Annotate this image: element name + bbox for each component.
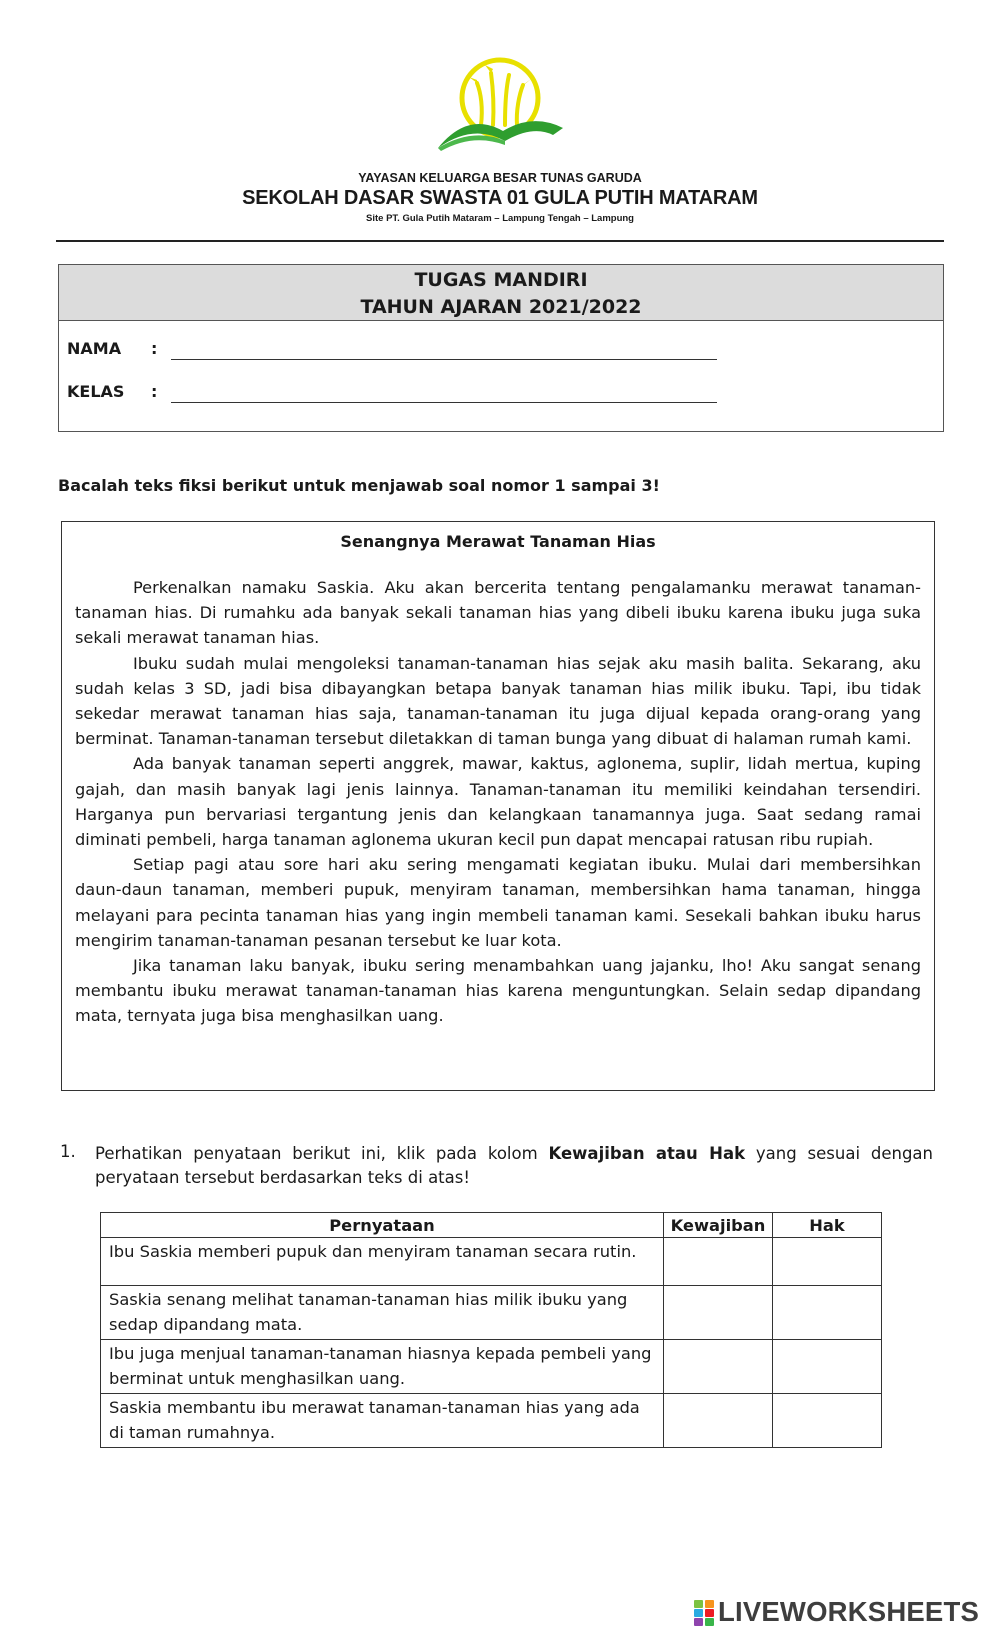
obligation-choice[interactable] [664,1340,773,1394]
story-title: Senangnya Merawat Tanaman Hias [340,532,656,551]
header-statement: Pernyataan [101,1213,664,1238]
header-obligation: Kewajiban [664,1213,773,1238]
table-row [101,1286,882,1340]
story-paragraph: Jika tanaman laku banyak, ibuku sering menambahkan uang jajanku, lho! Aku sangat senang membantu ibuku merawat tanaman-tanaman hias karena menguntungkan. Selain sedap dipandang mata, ternyata juga bisa menghasilkan uang. [75,956,921,1026]
foundation-name: YAYASAN KELUARGA BESAR TUNAS GARUDA [358,171,642,185]
answer-table [100,1212,882,1448]
table-header-row [101,1213,882,1238]
header-right: Hak [773,1213,882,1238]
reading-instruction: Bacalah teks fiksi berikut untuk menjawab soal nomor 1 sampai 3! [58,476,660,495]
question-number: 1. [60,1142,76,1161]
story-paragraph: Setiap pagi atau sore hari aku sering mengamati kegiatan ibuku. Mulai dari membersihkan daun-daun tanaman, memberi pupuk, menyiram tanaman, membersihkan hama tanaman, hingga melayani para pecinta tanaman hias yang ingin membeli tanaman kami. Sesekali bahkan ibuku harus mengirim tanaman-tanaman pesanan tersebut ke luar kota. [75,855,921,950]
question-text-after: yang sesuai dengan peryataan tersebut berdasarkan teks di atas! [95,1144,933,1187]
story-paragraph: Perkenalkan namaku Saskia. Aku akan bercerita tentang pengalamanku merawat tanaman-tanaman hias. Di rumahku ada banyak sekali tanaman hias yang dibeli ibuku karena ibuku juga suka sekali merawat tanaman hias. [75,578,921,648]
name-separator: : [151,339,158,358]
table-row [101,1238,882,1286]
obligation-choice[interactable] [664,1286,773,1340]
statement-cell: Saskia membantu ibu merawat tanaman-tanaman hias yang ada di taman rumahnya. [101,1394,664,1448]
school-logo [433,53,573,161]
right-choice[interactable] [773,1340,882,1394]
right-choice[interactable] [773,1394,882,1448]
brand-name: LIVEWORKSHEETS [718,1596,980,1627]
school-name: SEKOLAH DASAR SWASTA 01 GULA PUTIH MATARAM [242,187,758,209]
table-row [101,1394,882,1448]
statement-cell: Ibu juga menjual tanaman-tanaman hiasnya kepada pembeli yang berminat untuk menghasilkan uang. [101,1340,664,1394]
story-paragraph: Ada banyak tanaman seperti anggrek, mawar, kaktus, aglonema, suplir, lidah mertua, kuping gajah, dan masih banyak lagi jenis lainnya. Tanaman-tanaman itu memiliki keindahan tersendiri. Harganya pun bervariasi tergantung jenis dan kelangkaan tanamannya juga. Saat sedang ramai diminati pembeli, harga tanaman aglonema ukuran kecil pun dapat mencapai ratusan ribu rupiah. [75,754,921,850]
story-paragraph: Ibuku sudah mulai mengoleksi tanaman-tanaman hias sejak aku masih balita. Sekarang, aku sudah kelas 3 SD, jadi bisa dibayangkan betapa banyak tanaman hias milik ibuku. Tapi, ibu tidak sekedar merawat tanaman hias saja, tanaman-tanaman itu juga dijual kepada orang-orang yang berminat. Tanaman-tanaman tersebut diletakkan di taman bunga yang dibuat di halaman rumah kami. [75,653,921,749]
story-body [75,575,921,1029]
header-divider [56,240,944,242]
right-choice[interactable] [773,1286,882,1340]
school-address: Site PT. Gula Putih Mataram – Lampung Tengah – Lampung [366,213,634,224]
story-box [61,521,935,1091]
assignment-title: TUGAS MANDIRI [414,269,588,291]
class-field[interactable] [171,402,717,403]
obligation-choice[interactable] [664,1238,773,1286]
table-row [101,1340,882,1394]
liveworksheets-brand[interactable] [694,1597,979,1627]
assignment-title-bar [59,265,943,321]
name-label: NAMA [67,339,122,358]
right-choice[interactable] [773,1238,882,1286]
name-field[interactable] [171,359,717,360]
question-text [95,1142,933,1190]
question-text-bold: Kewajiban atau Hak [548,1144,746,1163]
question-text-before: Perhatikan penyataan berikut ini, klik pada kolom [95,1144,549,1163]
statement-cell: Ibu Saskia memberi pupuk dan menyiram tanaman secara rutin. [101,1238,664,1286]
class-label: KELAS [67,382,125,401]
student-info-box [58,264,944,432]
academic-year: TAHUN AJARAN 2021/2022 [360,296,642,318]
obligation-choice[interactable] [664,1394,773,1448]
liveworksheets-logo-icon [694,1598,716,1626]
statement-cell: Saskia senang melihat tanaman-tanaman hias milik ibuku yang sedap dipandang mata. [101,1286,664,1340]
class-separator: : [151,382,158,401]
